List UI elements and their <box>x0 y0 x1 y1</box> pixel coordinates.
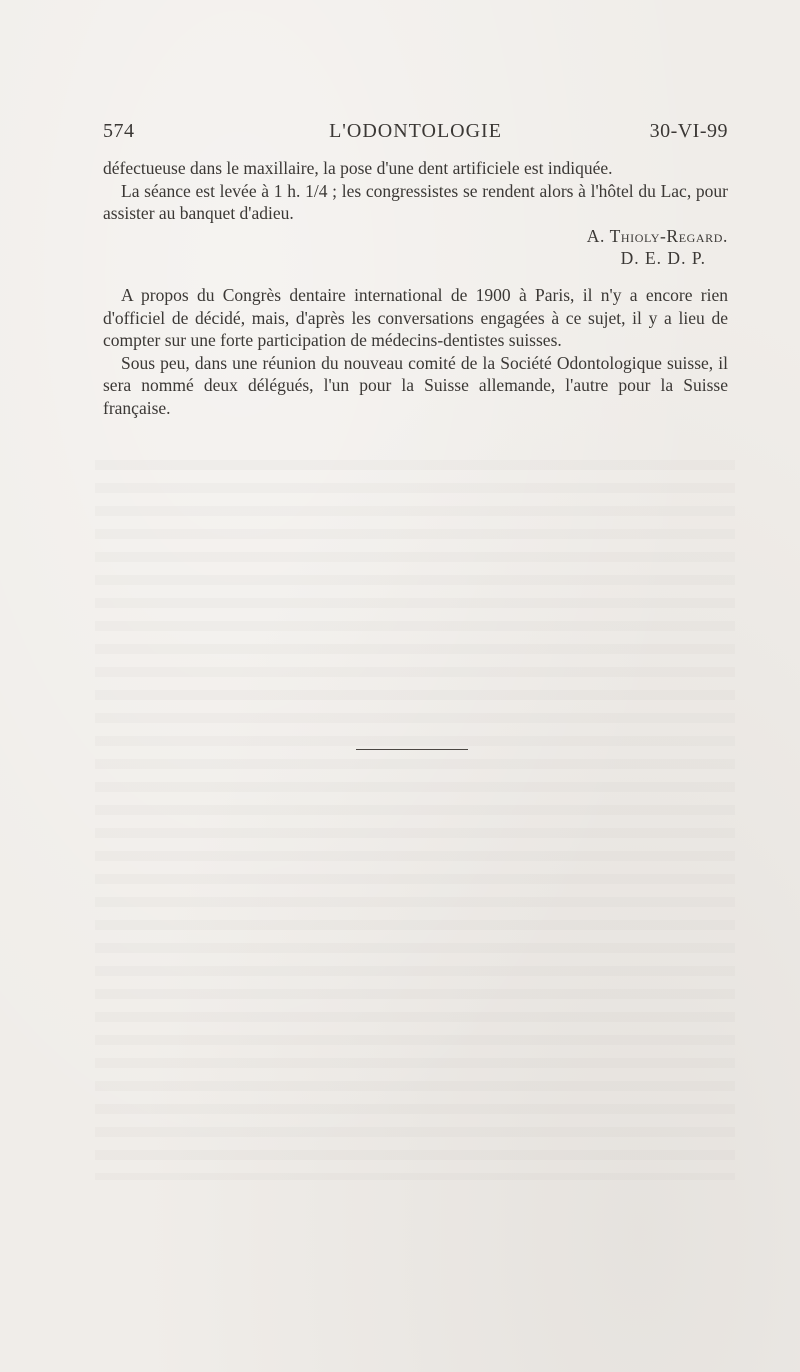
signature-title: D. E. D. P. <box>620 248 706 269</box>
issue-date: 30-VI-99 <box>649 120 728 142</box>
page-number: 574 <box>103 120 135 142</box>
paragraph: La séance est levée à 1 h. 1/4 ; les congressistes se rendent alors à l'hôtel du Lac, pour assister au banquet d'adieu. <box>103 180 728 224</box>
journal-title: L'ODONTOLOGIE <box>329 120 502 142</box>
paragraph: Sous peu, dans une réunion du nouveau comité de la Société Odontologique suisse, il sera nommé deux délégués, l'un pour la Suisse allemande, l'autre pour la Suisse française. <box>103 352 728 418</box>
paragraph: défectueuse dans le maxillaire, la pose d'une dent artificiele est indiquée. <box>103 158 613 178</box>
bleed-through-texture <box>95 460 735 1180</box>
signature-name: A. Thioly-Regard. <box>586 225 728 246</box>
running-header <box>103 120 728 150</box>
paragraph: A propos du Congrès dentaire international de 1900 à Paris, il n'y a encore rien d'officiel de décidé, mais, d'après les conversations engagées à ce sujet, il y a lieu de compter sur une forte participation de médecins-dentistes suisses. <box>103 284 728 351</box>
article-body <box>103 157 728 420</box>
section-divider <box>356 749 468 750</box>
